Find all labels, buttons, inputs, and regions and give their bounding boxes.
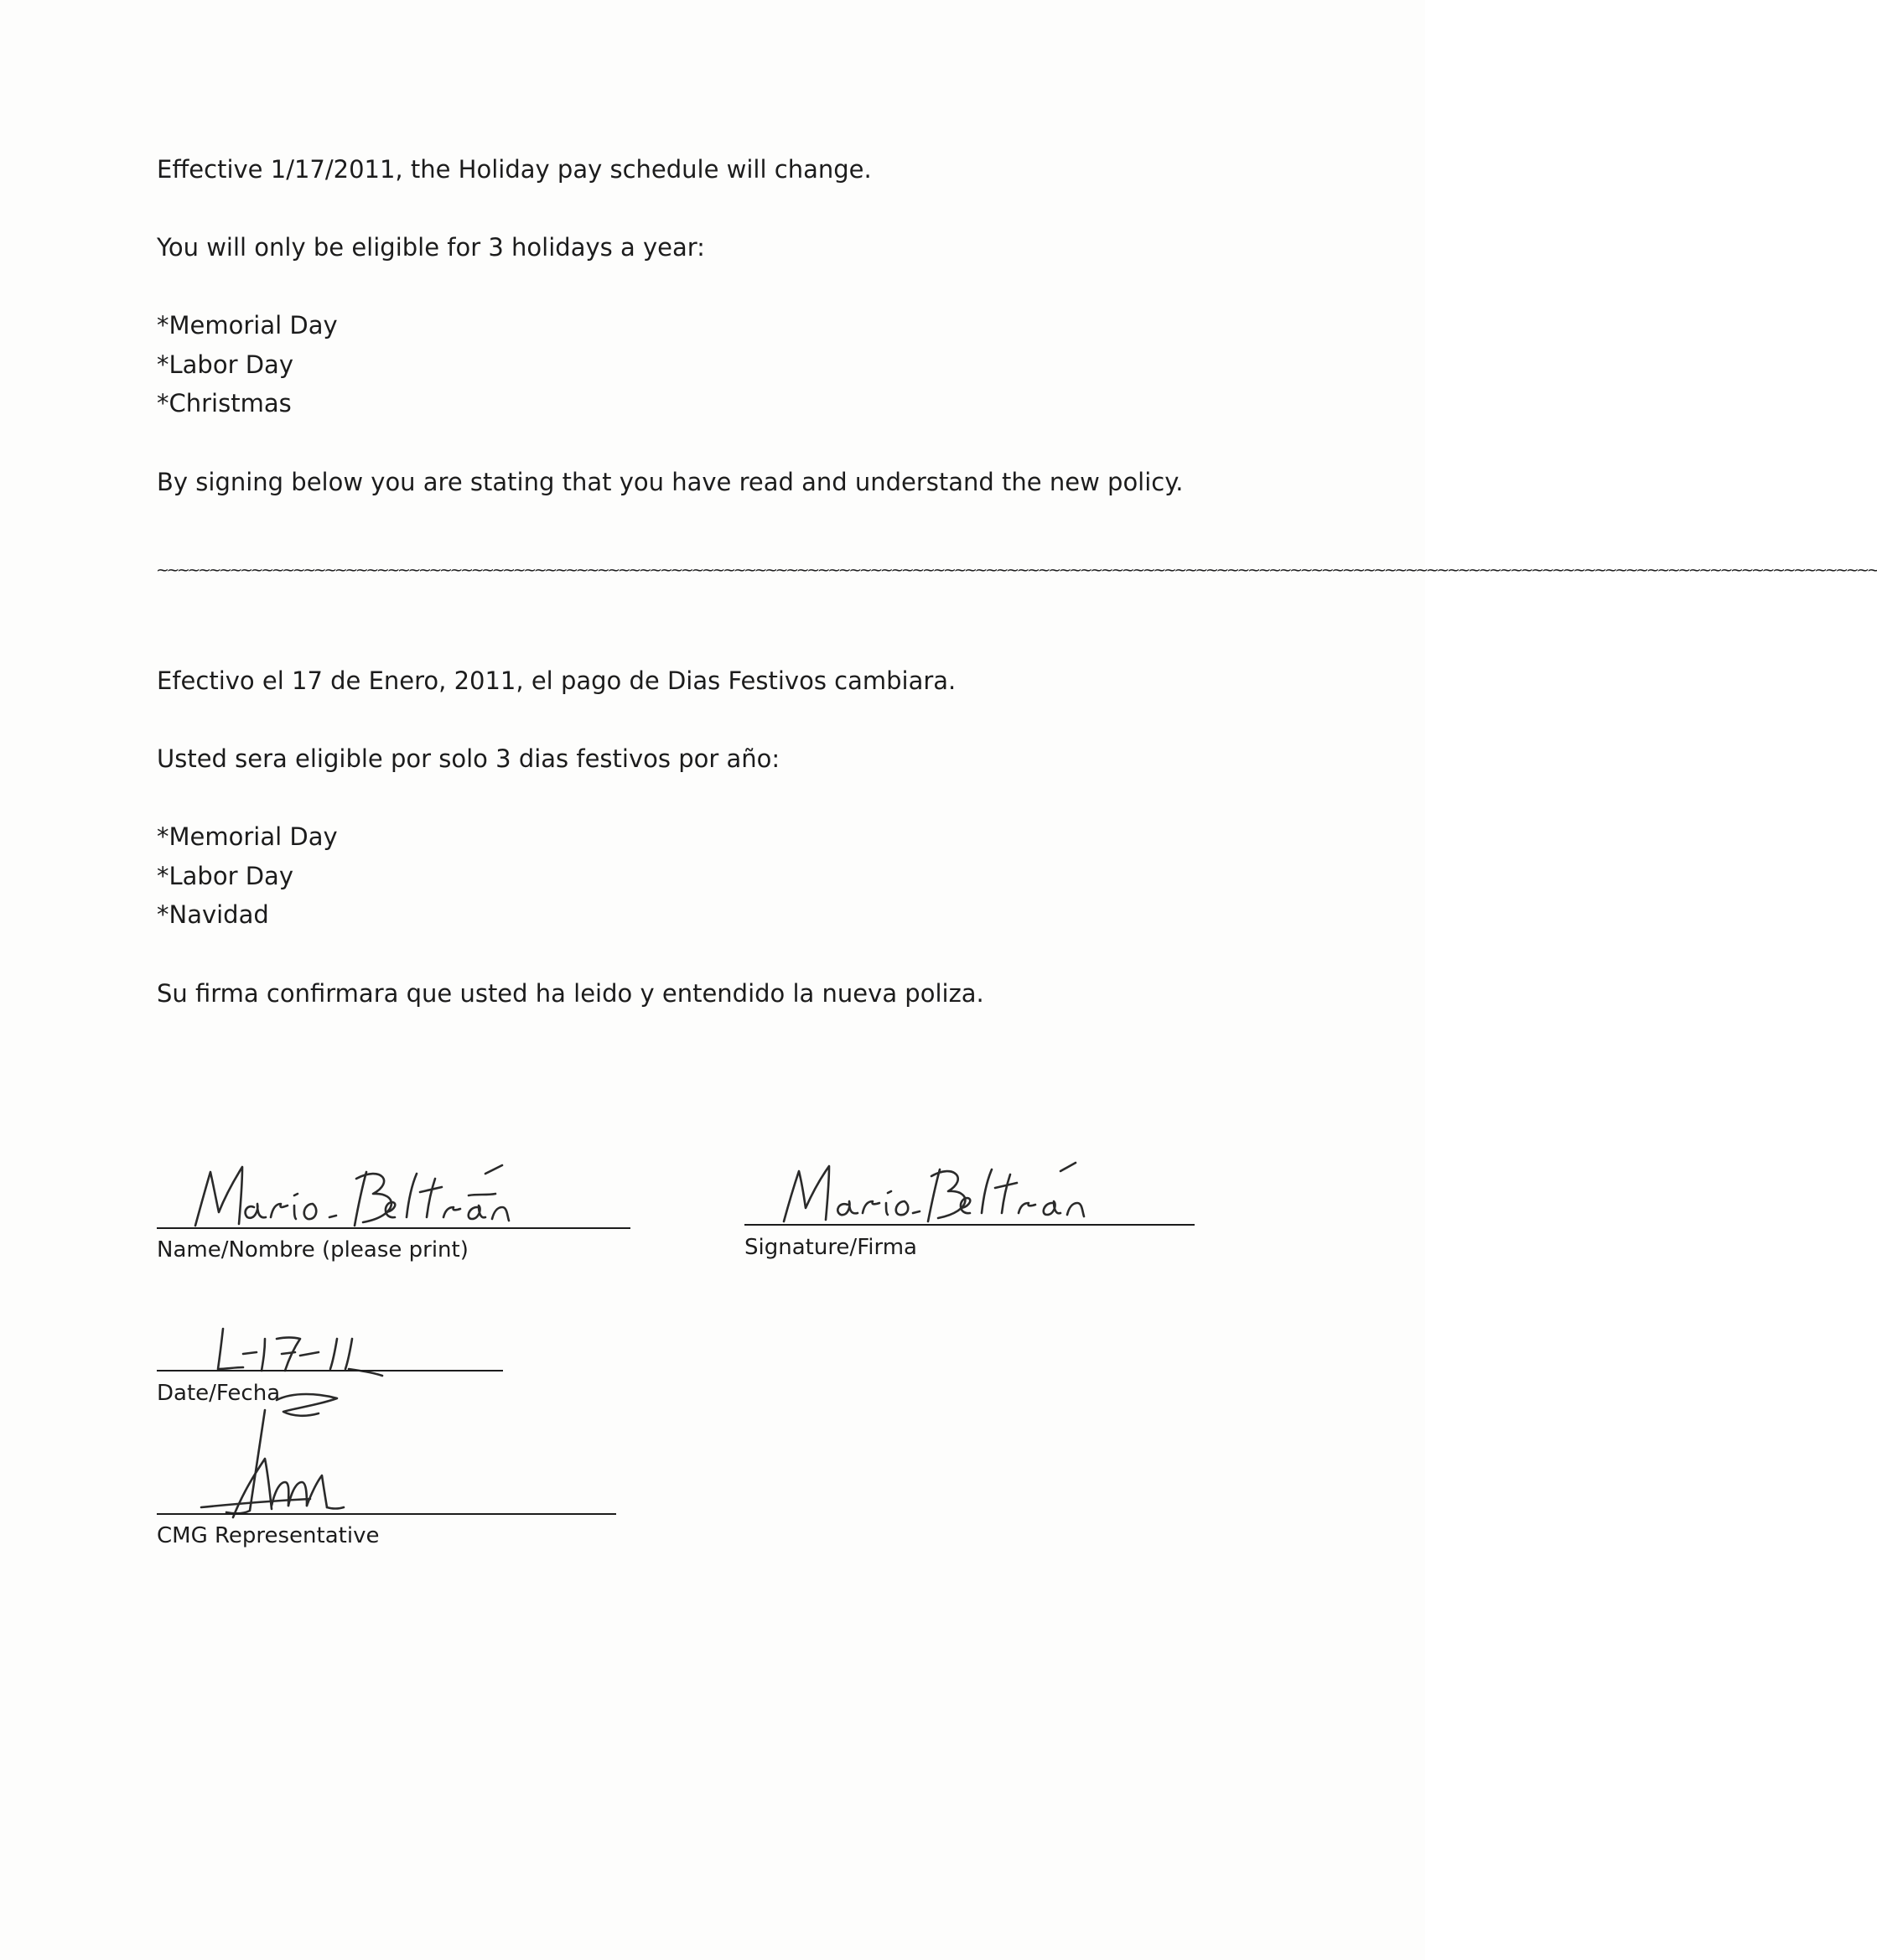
representative-caption: CMG Representative bbox=[157, 1523, 380, 1548]
spanish-holiday-2: *Labor Day bbox=[157, 862, 293, 890]
spanish-effective-line: Efectivo el 17 de Enero, 2011, el pago de Dias Festivos cambiara. bbox=[157, 666, 957, 695]
tilde-separator: ~~~~~~~~~~~~~~~~~~~~~~~~~~~~~~~~~~~~~~~~~~~~~~~~~~~~~~~~~~~~~~~~~~~~~~~~~~~~~~~~~~~~~~~~~~~~~~~~~~~~~~~~~~~~~~~~~~~~~~~~~~~~~~~~~~~~~~~~~~~~~~~~~~~~~~~~~~~~~~~~~~~~ bbox=[156, 561, 1877, 579]
handwritten-signature bbox=[775, 1144, 1128, 1228]
handwritten-name bbox=[189, 1149, 566, 1232]
spanish-eligible-line: Usted sera eligible por solo 3 dias festivos por año: bbox=[157, 744, 780, 773]
english-effective-line: Effective 1/17/2011, the Holiday pay schedule will change. bbox=[157, 155, 872, 184]
representative-line bbox=[157, 1513, 616, 1515]
signature-caption: Signature/Firma bbox=[744, 1235, 917, 1260]
representative-signature bbox=[184, 1383, 386, 1526]
signature-line bbox=[744, 1224, 1195, 1226]
english-agreement-line: By signing below you are stating that you have read and understand the new policy. bbox=[157, 468, 1184, 496]
date-caption: Date/Fecha bbox=[157, 1381, 281, 1406]
english-holiday-3: *Christmas bbox=[157, 389, 292, 417]
name-line bbox=[157, 1227, 630, 1229]
english-holiday-1: *Memorial Day bbox=[157, 311, 338, 340]
spanish-holiday-3: *Navidad bbox=[157, 900, 269, 929]
english-holiday-2: *Labor Day bbox=[157, 350, 293, 379]
spanish-agreement-line: Su firma confirmara que usted ha leido y entendido la nueva poliza. bbox=[157, 979, 984, 1008]
english-eligible-line: You will only be eligible for 3 holidays a year: bbox=[157, 233, 705, 262]
spanish-holiday-1: *Memorial Day bbox=[157, 822, 338, 851]
date-line bbox=[157, 1370, 503, 1371]
name-caption: Name/Nombre (please print) bbox=[157, 1237, 469, 1263]
